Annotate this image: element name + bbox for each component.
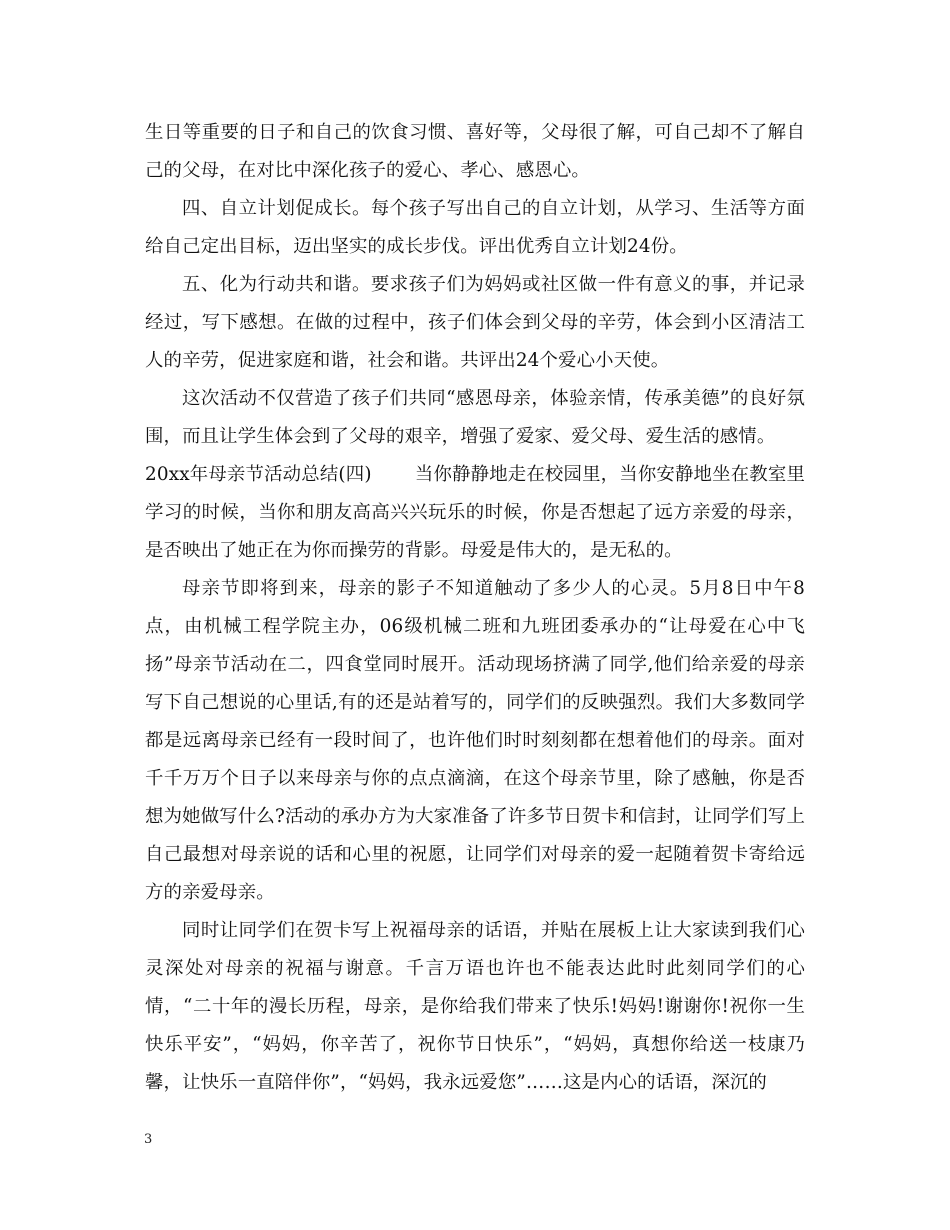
page-number: 3 <box>144 1132 153 1147</box>
paragraph-2: 四、自立计划促成长。每个孩子写出自己的自立计划，从学习、生活等方面给自己定出目标，迈出坚实的成长步伐。评出优秀自立计划24份。 <box>145 198 805 257</box>
paragraph-5: 20xx年母亲节活动总结(四) 当你静静地走在校园里，当你安静地坐在教室里学习的时候，当你和朋友高高兴兴玩乐的时候，你是否想起了远方亲爱的母亲，是否映出了她正在为你而操劳的背影。母爱是伟大的，是无私的。 <box>145 464 805 561</box>
document-body <box>145 114 805 1102</box>
paragraph-7: 同时让同学们在贺卡写上祝福母亲的话语，并贴在展板上让大家读到我们心灵深处对母亲的祝福与谢意。千言万语也许也不能表达此时此刻同学们的心情，“二十年的漫长历程，母亲，是你给我们带来了快乐!妈妈!谢谢你!祝你一生快乐平安”，“妈妈，你辛苦了，祝你节日快乐”，“妈妈，真想你给送一枝康乃馨，让快乐一直陪伴你”，“妈妈，我永远爱您”……这是内心的话语，深沉的 <box>145 920 805 1093</box>
paragraph-4: 这次活动不仅营造了孩子们共同“感恩母亲，体验亲情，传承美德”的良好氛围，而且让学生体会到了父母的艰辛，增强了爱家、爱父母、爱生活的感情。 <box>145 388 805 447</box>
paragraph-3: 五、化为行动共和谐。要求孩子们为妈妈或社区做一件有意义的事，并记录经过，写下感想。在做的过程中，孩子们体会到父母的辛劳，体会到小区清洁工人的辛劳，促进家庭和谐，社会和谐。共评出24个爱心小天使。 <box>145 274 805 371</box>
paragraph-6: 母亲节即将到来，母亲的影子不知道触动了多少人的心灵。5月8日中午8点，由机械工程学院主办，06级机械二班和九班团委承办的“让母爱在心中飞扬”母亲节活动在二，四食堂同时展开。活动现场挤满了同学,他们给亲爱的母亲写下自己想说的心里话,有的还是站着写的，同学们的反映强烈。我们大多数同学都是远离母亲已经有一段时间了，也许他们时时刻刻都在想着他们的母亲。面对千千万万个日子以来母亲与你的点点滴滴，在这个母亲节里，除了感触，你是否想为她做写什么?活动的承办方为大家准备了许多节日贺卡和信封，让同学们写上自己最想对母亲说的话和心里的祝愿，让同学们对母亲的爱一起随着贺卡寄给远方的亲爱母亲。 <box>145 578 805 903</box>
paragraph-1: 生日等重要的日子和自己的饮食习惯、喜好等，父母很了解，可自己却不了解自己的父母，在对比中深化孩子的爱心、孝心、感恩心。 <box>145 122 805 181</box>
